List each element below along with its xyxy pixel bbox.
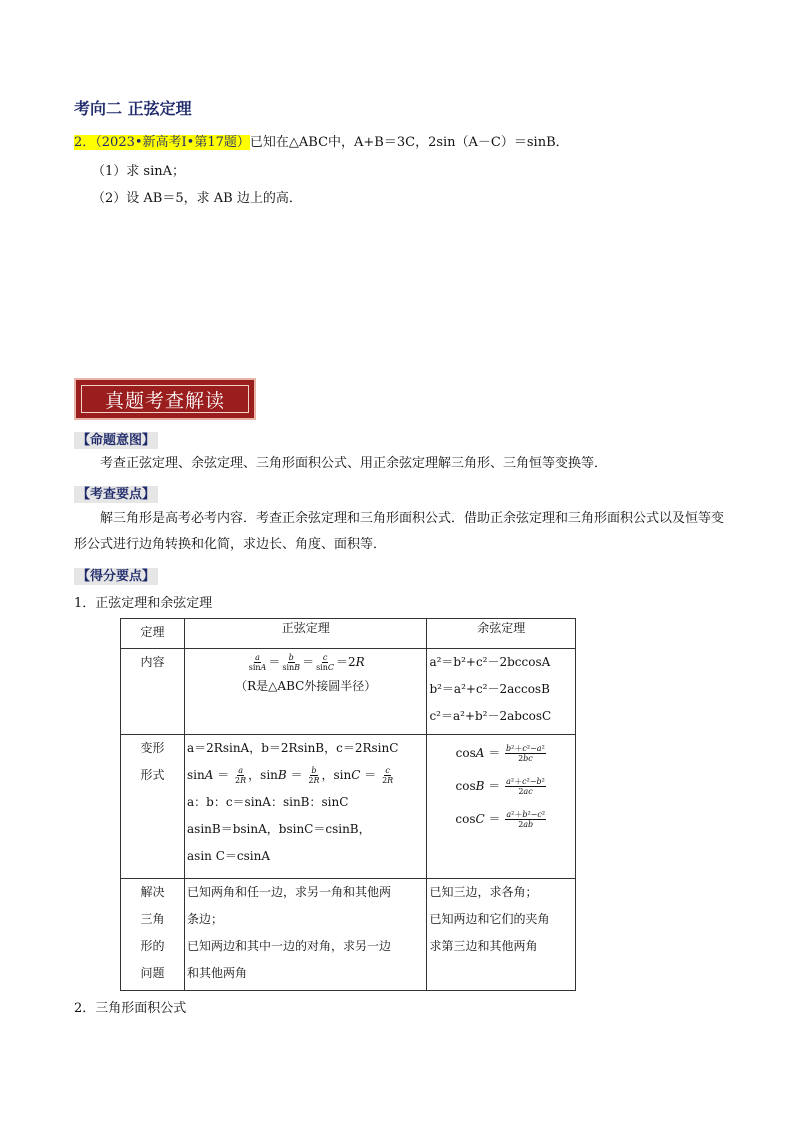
- theorem-table: [120, 618, 576, 991]
- item-1-heading: 1．正弦定理和余弦定理: [74, 596, 213, 611]
- cos-problem-3: 求第三边和其他两角: [429, 939, 538, 953]
- frac-b-sinB: $\frac{b}{\sin B}$: [282, 653, 301, 672]
- cos-variant-b: cosB ＝ $\frac{\text{a²＋c²−b²}}{2ac}$: [455, 777, 545, 796]
- table-row-variant: [121, 735, 576, 879]
- sine-law-formula: $\frac{a}{\sin A}$ ＝ $\frac{b}{\sin B}$ ＝ $\frac{c}{\sin C}$ ＝2R: [248, 653, 365, 672]
- row-label-problem: 解决 三角 形的 问题: [121, 879, 185, 991]
- sine-problem-1: 已知两角和任一边，求另一角和其他两: [187, 885, 392, 899]
- question-source: （2023•新高考Ⅰ•第17题）: [95, 135, 250, 150]
- cos-variant-a: cosA ＝ $\frac{\text{b²＋c²−a²}}{2bc}$: [455, 744, 545, 763]
- header-sine: 正弦定理: [185, 619, 427, 649]
- scoring-tag: 【得分要点】: [74, 568, 158, 585]
- frac-a-sinA: $\frac{a}{\sin A}$: [248, 653, 267, 672]
- sine-variant-3: a：b：c＝sinA：sinB：sinC: [187, 795, 349, 809]
- cos-law-b: b²＝a²+c²－2accosB: [429, 682, 550, 696]
- sine-problem-4: 和其他两角: [187, 966, 248, 980]
- sine-problem-2: 条边；: [187, 912, 224, 926]
- item-2-heading: 2．三角形面积公式: [74, 1001, 187, 1016]
- question-part-2: （2）设 AB＝5，求 AB 边上的高．: [92, 191, 302, 206]
- section-title: 考向二 正弦定理: [74, 99, 192, 118]
- intent-text: 考查正弦定理、余弦定理、三角形面积公式、用正余弦定理解三角形、三角恒等变换等．: [100, 456, 608, 471]
- question-text: 已知在△ABC中，A+B＝3C，2sin（A－C）＝sinB．: [249, 135, 569, 150]
- banner: [74, 378, 256, 420]
- table-header-row: [121, 619, 576, 649]
- cos-problem-2: 已知两边和它们的夹角: [429, 912, 550, 926]
- points-tag: 【考查要点】: [74, 486, 158, 503]
- sine-variant-2: sinA ＝ $\frac{a}{2R}$ ，sinB ＝ $\frac{b}{2R}$ ，sinC ＝ $\frac{c}{2R}$: [187, 766, 394, 785]
- cos-law-a: a²＝b²+c²－2bccosA: [429, 655, 551, 669]
- row-label-variant: 变形 形式: [121, 735, 185, 879]
- question-number: 2．: [74, 135, 96, 150]
- question-line: [74, 131, 569, 150]
- frac-c-sinC: $\frac{c}{\sin C}$: [316, 653, 335, 672]
- sine-variant-4: asinB＝bsinA，bsinC＝csinB，: [187, 822, 371, 836]
- table-row-problem: [121, 879, 576, 991]
- sine-content-cell: [185, 649, 427, 735]
- cos-law-c: c²＝a²+b²－2abcosC: [429, 709, 552, 723]
- sine-problem-cell: [185, 879, 427, 991]
- sine-variant-5: asin C＝csinA: [187, 849, 270, 863]
- sine-variant-1: a＝2RsinA，b＝2RsinB，c＝2RsinC: [187, 741, 399, 755]
- table-row-content: [121, 649, 576, 735]
- cos-problem-1: 已知三边，求各角；: [429, 885, 538, 899]
- header-cosine: 余弦定理: [427, 619, 576, 649]
- row-label-content: 内容: [121, 649, 185, 735]
- cos-variant-c: cosC ＝ $\frac{\text{a²＋b²−c²}}{2ab}$: [455, 810, 546, 829]
- intent-tag: 【命题意图】: [74, 432, 158, 449]
- question-part-1: （1）求 sinA；: [92, 164, 185, 179]
- cosine-problem-cell: [427, 879, 576, 991]
- cosine-content-cell: [427, 649, 576, 735]
- points-text: 解三角形是高考必考内容．考查正余弦定理和三角形面积公式．借助正余弦定理和三角形面积公式以及恒等变形公式进行边角转换和化简，求边长、角度、面积等．: [74, 511, 725, 552]
- header-theorem: 定理: [121, 619, 185, 649]
- sine-problem-3: 已知两边和其中一边的对角，求另一边: [187, 939, 392, 953]
- banner-title: 真题考查解读: [81, 385, 249, 413]
- sine-note: （R是△ABC外接圆半径）: [235, 679, 377, 693]
- sine-variant-cell: [185, 735, 427, 879]
- cosine-variant-cell: [427, 735, 576, 879]
